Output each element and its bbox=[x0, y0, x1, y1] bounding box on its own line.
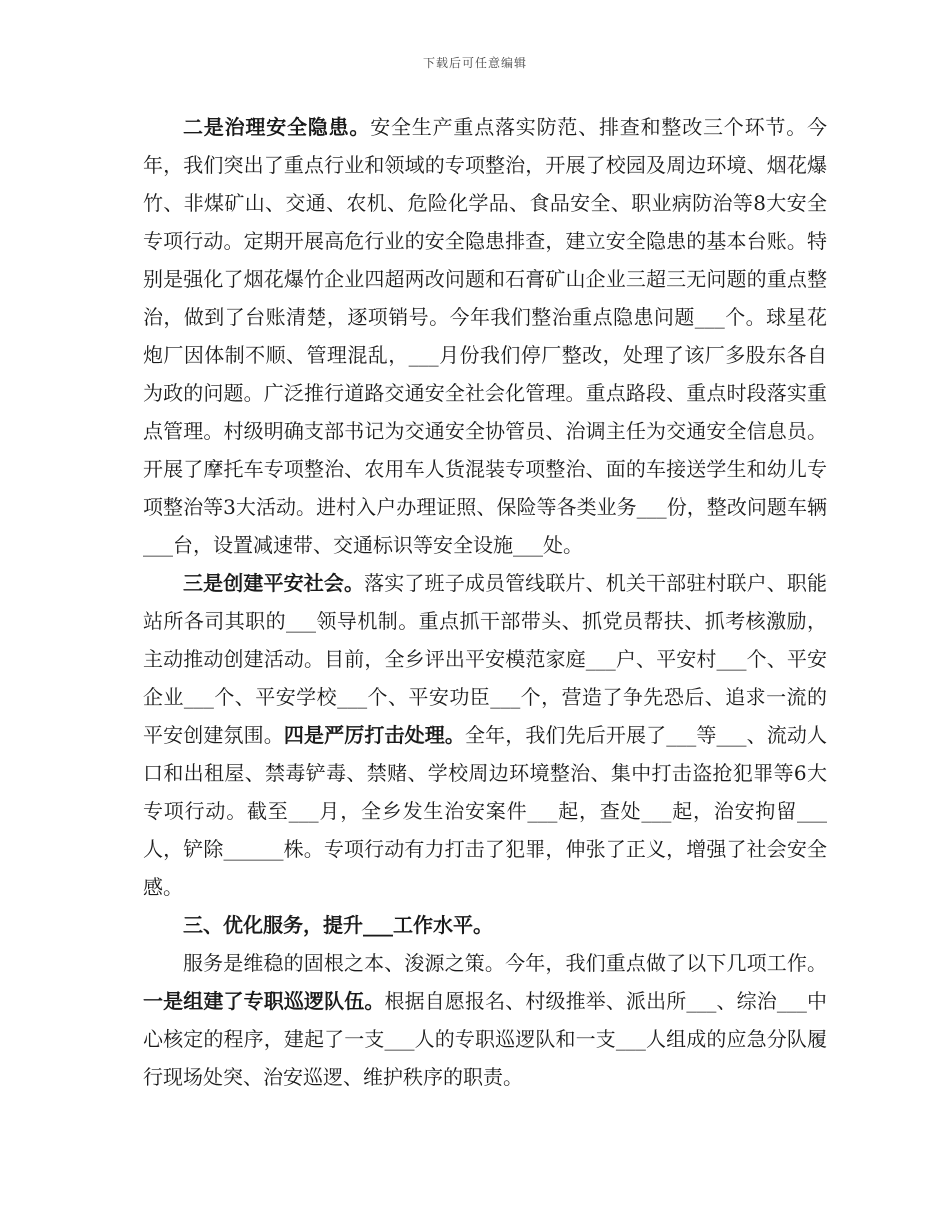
paragraph-text: 落实了班子成员管线联片、机关干部驻村联户、职能站所各司其职的___领导机制。重点抓干部带头、抓党员帮扶、抓考核激励，主动推动创建活动。目前，全乡评出平安模范家庭___户、平安村___个、平安企业___个、平安学校___个、平安功臣___个，营造了争先恐后、追求一流的平安创建氛围。 bbox=[143, 571, 828, 747]
paragraph-lead-patrol: 一是组建了专职巡逻队伍。 bbox=[143, 989, 385, 1013]
paragraph-text: 服务是维稳的固根之本、浚源之策。今年，我们重点做了以下几项工作。 bbox=[183, 951, 827, 975]
paragraph-lead: 二是治理安全隐患。 bbox=[183, 115, 371, 139]
section-heading: 三、优化服务，提升___工作水平。 bbox=[183, 913, 493, 937]
paragraph-lead-crackdown: 四是严厉打击处理。 bbox=[283, 723, 465, 747]
paragraph-text-patrol: 根据自愿报名、村级推举、派出所___、综治___中心核定的程序，建起了一支___人的专职巡逻队和一支___人组成的应急分队履行现场处突、治安巡逻、维护秩序的职责。 bbox=[143, 989, 827, 1089]
paragraph-services bbox=[143, 944, 827, 1096]
paragraph-text: 安全生产重点落实防范、排查和整改三个环节。今年，我们突出了重点行业和领域的专项整治，开展了校园及周边环境、烟花爆竹、非煤矿山、交通、农机、危险化学品、食品安全、职业病防治等8大安全专项行动。定期开展高危行业的安全隐患排查，建立安全隐患的基本台账。特别是强化了烟花爆竹企业四超两改问题和石膏矿山企业三超三无问题的重点整治，做到了台账清楚，逐项销号。今年我们整治重点隐患问题___个。球星花炮厂因体制不顺、管理混乱，___月份我们停厂整改，处理了该厂多股东各自为政的问题。广泛推行道路交通安全社会化管理。重点路段、重点时段落实重点管理。村级明确支部书记为交通安全协管员、治调主任为交通安全信息员。开展了摩托车专项整治、农用车人货混装专项整治、面的车接送学生和幼儿专项整治等3大活动。进村入户办理证照、保险等各类业务___份，整改问题车辆___台，设置减速带、交通标识等安全设施___处。 bbox=[143, 115, 828, 557]
page-header: 下载后可任意编辑 bbox=[422, 56, 527, 70]
document-body bbox=[143, 108, 827, 1096]
paragraph-safety-hazards bbox=[143, 108, 827, 564]
paragraph-text-crackdown: 全年，我们先后开展了___等___、流动人口和出租屋、禁毒铲毒、禁赌、学校周边环境整治、集中打击盗抢犯罪等6大专项行动。截至___月，全乡发生治安案件___起，查处___起，治安拘留___人，铲除______株。专项行动有力打击了犯罪，伸张了正义，增强了社会安全感。 bbox=[143, 723, 827, 899]
paragraph-lead: 三是创建平安社会。 bbox=[183, 571, 365, 595]
paragraph-safe-society bbox=[143, 564, 827, 906]
